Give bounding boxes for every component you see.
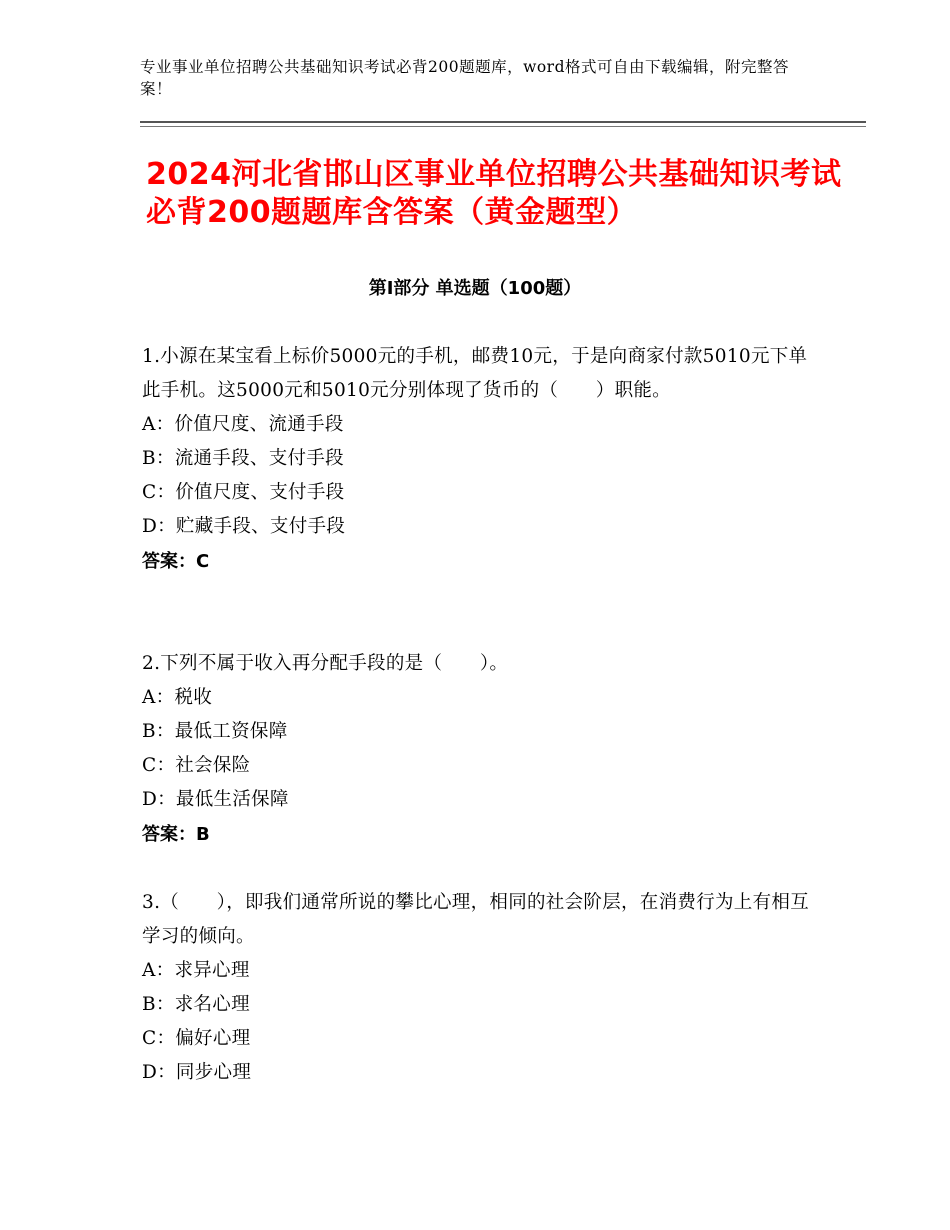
question-1 [142,340,812,580]
option-b: B：求名心理 [142,994,250,1015]
option-d: D：最低生活保障 [142,789,289,810]
question-3 [142,886,812,1090]
header-divider-thick [140,121,866,123]
option-a: A：税收 [142,687,213,708]
option-d: D：同步心理 [142,1062,252,1083]
question-text: 2.下列不属于收入再分配手段的是（ ）。 [142,653,509,674]
option-c: C：价值尺度、支付手段 [142,482,345,503]
answer: 答案：C [142,551,210,572]
question-text: 3.（ ），即我们通常所说的攀比心理，相同的社会阶层，在消费行为上有相互学习的倾向。 [142,892,810,947]
header-note: 专业事业单位招聘公共基础知识考试必背200题题库，word格式可自由下载编辑，附完整答案！ [140,58,790,98]
section-heading: 第Ⅰ部分 单选题（100题） [368,278,582,299]
option-c: C：偏好心理 [142,1028,251,1049]
option-b: B：最低工资保障 [142,721,288,742]
document-title: 2024河北省邯山区事业单位招聘公共基础知识考试必背200题题库含答案（黄金题型） [146,157,842,230]
question-2 [142,647,812,853]
option-a: A：价值尺度、流通手段 [142,414,344,435]
option-d: D：贮藏手段、支付手段 [142,516,346,537]
question-text: 1.小源在某宝看上标价5000元的手机，邮费10元，于是向商家付款5010元下单此手机。这5000元和5010元分别体现了货币的（ ）职能。 [142,346,808,401]
option-a: A：求异心理 [142,960,250,981]
header-divider-thin [140,126,866,127]
option-c: C：社会保险 [142,755,251,776]
option-b: B：流通手段、支付手段 [142,448,344,469]
answer: 答案：B [142,824,210,845]
